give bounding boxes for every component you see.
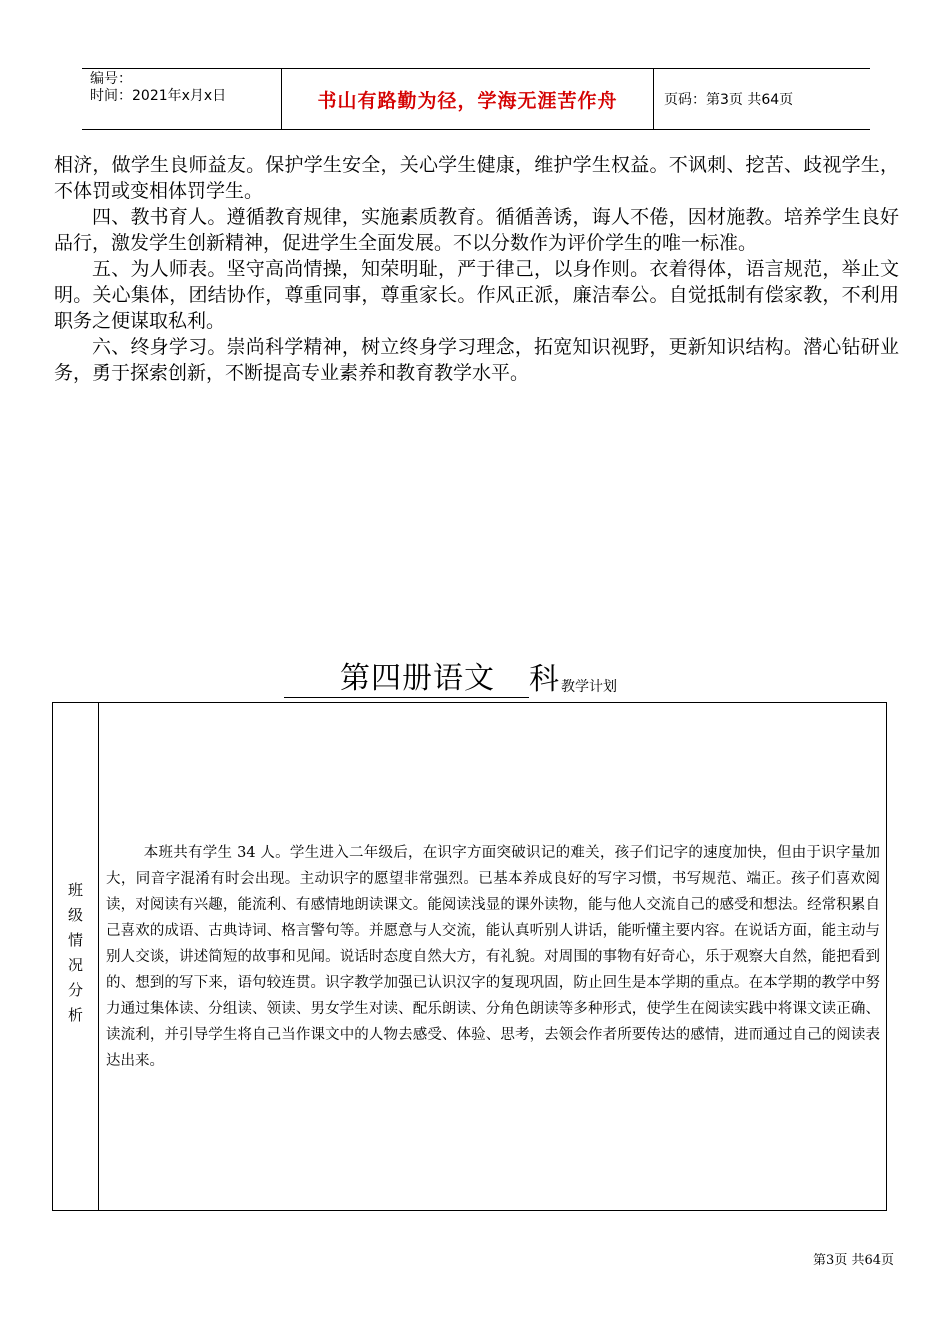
- class-analysis-label-cell: [53, 703, 99, 1210]
- header-page-cell: [654, 69, 870, 129]
- header-motto-cell: [281, 69, 654, 129]
- title-plan-label: 教学计划: [561, 679, 617, 695]
- body-paragraph-3: 五、为人师表。坚守高尚情操，知荣明耻，严于律己，以身作则。衣着得体，语言规范，举止文明。关心集体，团结协作，尊重同事，尊重家长。作风正派，廉洁奉公。自觉抵制有偿家教，不利用职务之便谋取私利。: [54, 258, 899, 332]
- header-motto: 书山有路勤为径，学海无涯苦作舟: [317, 89, 618, 112]
- document-date: 时间：2021年x月x日: [90, 88, 227, 104]
- page-footer: [813, 1249, 894, 1268]
- class-analysis-text: 本班共有学生 34 人。学生进入二年级后，在识字方面突破识记的难关，孩子们记字的速度加快，但由于识字量加大，同音字混淆有时会出现。主动识字的愿望非常强烈。已基本养成良好的写字习惯，书写规范、端正。孩子们喜欢阅读，对阅读有兴趣，能流利、有感情地朗读课文。能阅读浅显的课外读物，能与他人交流自己的感受和想法。经常积累自己喜欢的成语、古典诗词、格言警句等。并愿意与人交流，能认真听别人讲话，能听懂主要内容。在说话方面，能主动与别人交谈，讲述简短的故事和见闻。说话时态度自然大方，有礼貌。对周围的事物有好奇心，乐于观察大自然，能把看到的、想到的写下来，语句较连贯。识字教学加强已认识汉字的复现巩固，防止回生是本学期的重点。在本学期的教学中努力通过集体读、分组读、领读、男女学生对读、配乐朗读、分角色朗读等多种形式，使学生在阅读实践中将课文读正确、读流利，并引导学生将自己当作课文中的人物去感受、体验、思考，去领会作者所要传达的感情，进而通过自己的阅读表达出来。: [106, 844, 880, 1069]
- code-of-conduct-text: [54, 152, 899, 386]
- body-paragraph-2: 四、教书育人。遵循教育规律，实施素质教育。循循善诱，诲人不倦，因材施教。培养学生良好品行，激发学生创新精神，促进学生全面发展。不以分数作为评价学生的唯一标准。: [54, 206, 899, 254]
- body-paragraph-4: 六、终身学习。崇尚科学精神，树立终身学习理念，拓宽知识视野，更新知识结构。潜心钻研业务，勇于探索创新，不断提高专业素养和教育教学水平。: [54, 336, 899, 384]
- body-paragraph-1: 相济，做学生良师益友。保护学生安全，关心学生健康，维护学生权益。不讽刺、挖苦、歧视学生，不体罚或变相体罚学生。: [54, 154, 899, 202]
- footer-page-number: 第3页 共64页: [813, 1253, 894, 1268]
- title-subject: 第四册语文: [284, 661, 529, 698]
- title-ke: 科: [529, 662, 559, 697]
- class-analysis-content-cell: [99, 703, 886, 1210]
- class-analysis-table: [52, 702, 887, 1211]
- header-page-number: 页码：第3页 共64页: [664, 92, 794, 108]
- page-header: [82, 68, 870, 130]
- document-number: 编号：: [90, 71, 132, 87]
- teaching-plan-title: [284, 658, 617, 698]
- class-analysis-label: 班级情况分析: [66, 881, 84, 1032]
- header-meta: [82, 69, 281, 129]
